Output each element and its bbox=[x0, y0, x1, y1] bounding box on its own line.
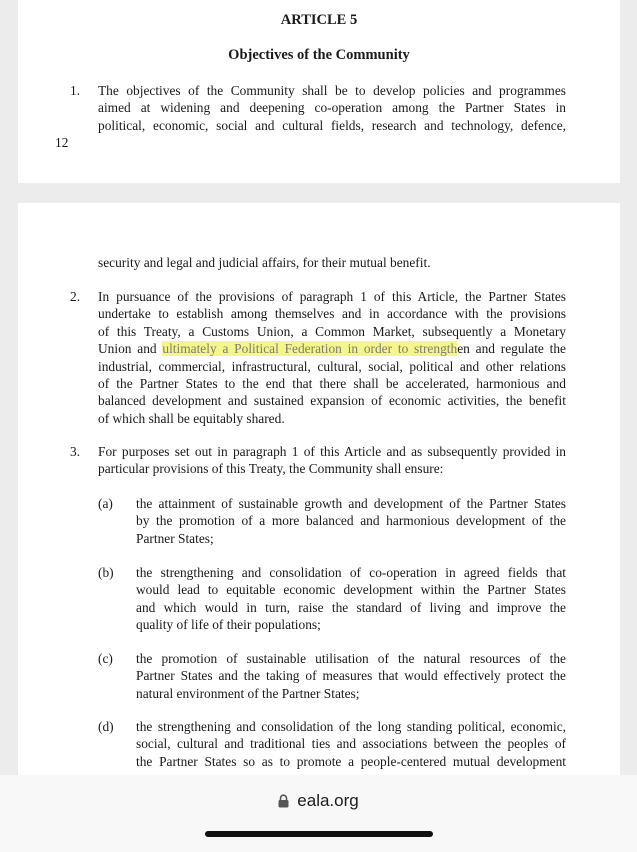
page-number: 12 bbox=[55, 135, 69, 150]
text-line-highlighted bbox=[98, 340, 566, 357]
text-line: Partner States; bbox=[136, 530, 214, 546]
highlighted-segment: ultimately a Political Federation in order to strengt bbox=[162, 341, 451, 357]
text-line: Partner States and the taking of measures that would effectively protect the bbox=[136, 668, 566, 684]
text-line: of which shall be equitably shared. bbox=[98, 410, 285, 426]
paragraph-number: 3. bbox=[70, 444, 81, 459]
text-line: the Partner States so as to promote a people-centered mutual development bbox=[136, 753, 566, 769]
paragraph-3 bbox=[98, 443, 566, 478]
text-line: the attainment of sustainable growth and development of the Partner States bbox=[136, 496, 566, 511]
text-line: quality of life of their populations; bbox=[136, 617, 321, 633]
text-line: undertake to establish among themselves and in accordance with the provisions bbox=[98, 306, 566, 322]
text-line: natural environment of the Partner States; bbox=[136, 685, 360, 701]
paragraph-1-continuation bbox=[98, 254, 566, 271]
paragraph-number: 1. bbox=[70, 83, 81, 98]
article-heading: ARTICLE 5 bbox=[280, 12, 358, 28]
text-line: The objectives of the Community shall be to develop policies and programmes bbox=[98, 83, 566, 98]
text-line: industrial, commercial, infrastructural, cultural, social, political and other relations bbox=[98, 358, 566, 374]
paragraph-number: 2. bbox=[70, 289, 81, 304]
url-text: eala.org bbox=[297, 791, 359, 810]
highlighted-segment: h bbox=[450, 341, 458, 357]
list-item-d bbox=[136, 718, 566, 770]
text-line: the strengthening and consolidation of co-operation in agreed fields that bbox=[136, 565, 566, 580]
item-label: (c) bbox=[98, 651, 113, 666]
item-label: (d) bbox=[98, 719, 114, 734]
item-label: (a) bbox=[98, 496, 113, 511]
paragraph-2 bbox=[98, 288, 566, 427]
text-line: In pursuance of the provisions of paragraph 1 of this Article, the Partner States bbox=[98, 289, 566, 304]
section-title: Objectives of the Community bbox=[228, 47, 410, 63]
document-page-1 bbox=[18, 0, 620, 183]
text-line: aimed at widening and deepening co-operation among the Partner States in bbox=[98, 100, 566, 116]
text-segment: en and regulate the bbox=[457, 341, 566, 357]
text-line: For purposes set out in paragraph 1 of this Article and as subsequently provided in bbox=[98, 444, 566, 459]
paragraph-1 bbox=[98, 82, 566, 134]
text-line: social, cultural and traditional ties and associations between the peoples of bbox=[136, 736, 566, 752]
document-page-2 bbox=[18, 203, 620, 783]
text-line: the promotion of sustainable utilisation of the natural resources of the bbox=[136, 651, 566, 666]
item-label: (b) bbox=[98, 565, 114, 580]
text-line: would lead to equitable economic development within the Partner States bbox=[136, 582, 566, 598]
text-line: by the promotion of a more balanced and harmonious development of the bbox=[136, 513, 566, 529]
text-line: security and legal and judicial affairs, for their mutual benefit. bbox=[98, 255, 431, 270]
list-item-b bbox=[136, 564, 566, 634]
text-line: political, economic, social and cultural fields, research and technology, defence, bbox=[98, 117, 566, 133]
list-item-a bbox=[136, 495, 566, 547]
text-line: of this Treaty, a Customs Union, a Common Market, subsequently a Monetary bbox=[98, 323, 566, 339]
text-segment: Union and bbox=[98, 341, 163, 357]
text-line: the strengthening and consolidation of the long standing political, economic, bbox=[136, 719, 566, 734]
text-line: balanced development and sustained expansion of economic activities, the benefit bbox=[98, 393, 566, 409]
lock-icon bbox=[278, 793, 289, 813]
highlighted-text bbox=[162, 341, 457, 356]
text-line: of the Partner States to the end that there shall be accelerated, harmonious and bbox=[98, 376, 566, 392]
list-item-c bbox=[136, 650, 566, 702]
text-line: and which would in turn, raise the standard of living and improve the bbox=[136, 599, 566, 615]
text-line: particular provisions of this Treaty, the Community shall ensure: bbox=[98, 461, 444, 477]
address-bar[interactable] bbox=[0, 791, 637, 813]
browser-bottom-bar bbox=[0, 775, 637, 852]
home-indicator[interactable] bbox=[205, 831, 433, 837]
